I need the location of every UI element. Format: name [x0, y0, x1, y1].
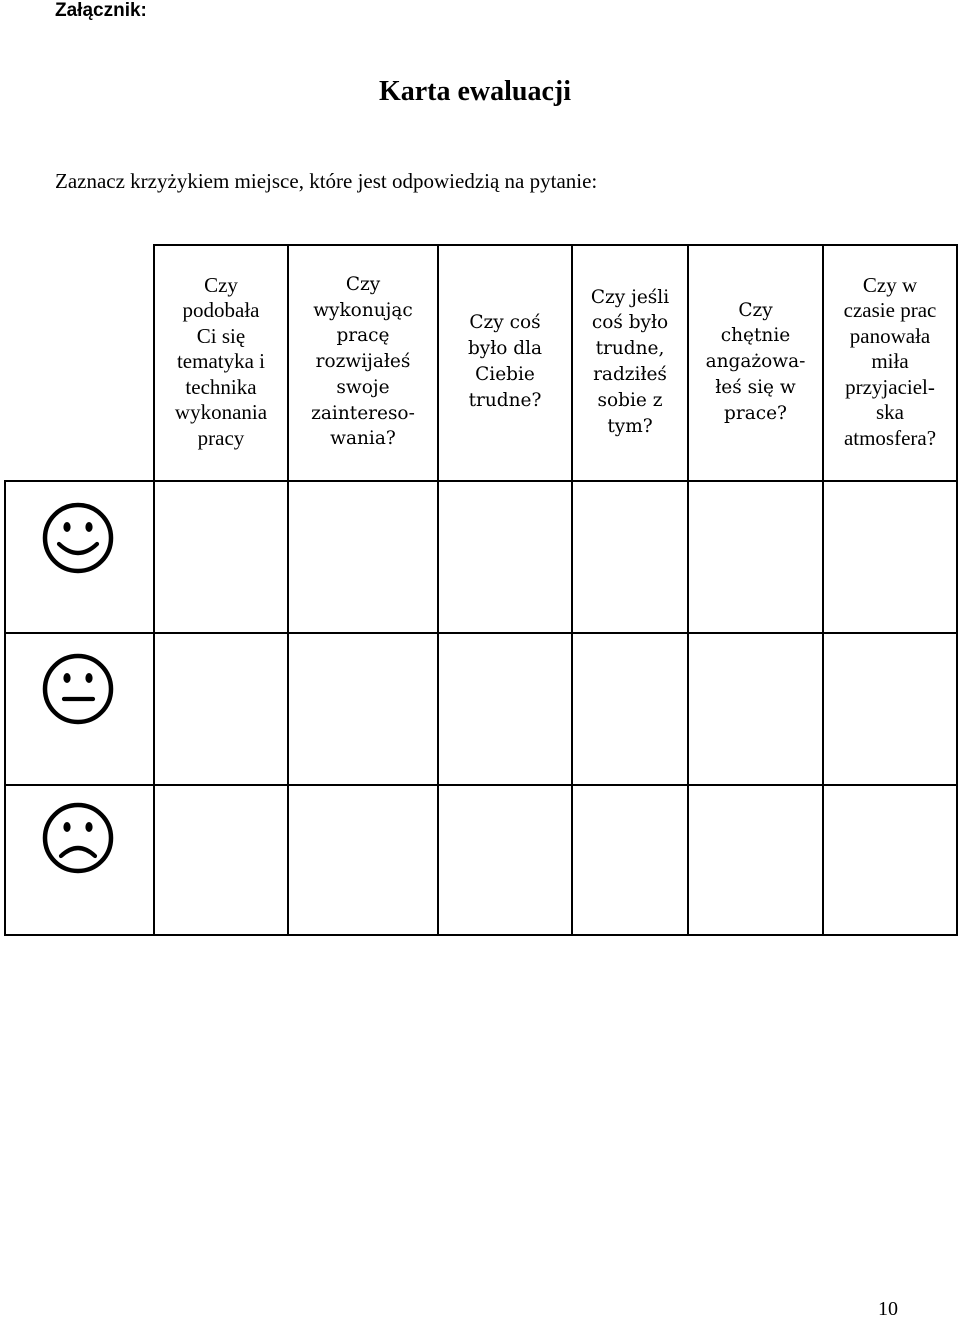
question-line: atmosfera? [843, 425, 937, 450]
question-line: rozwijałeś [315, 351, 411, 373]
question-line: miła [871, 349, 909, 374]
answer-cell[interactable] [689, 482, 822, 632]
question-header-2 [289, 244, 437, 480]
answer-cell[interactable] [289, 482, 437, 632]
table-border-bottom [4, 934, 958, 936]
question-line: wykonania [174, 400, 268, 425]
question-line: panowała [849, 323, 931, 348]
question-line: radziłeś [593, 364, 667, 385]
question-line: ska [876, 400, 904, 425]
answer-cell[interactable] [439, 482, 571, 632]
question-line: łeś się w [715, 376, 796, 398]
smiley-happy-icon [40, 500, 116, 576]
question-line: pracy [197, 425, 245, 450]
smiley-neutral-icon [40, 651, 116, 727]
question-line: angażowa- [705, 351, 806, 373]
question-header-3 [439, 244, 571, 480]
answer-cell[interactable] [289, 634, 437, 784]
question-line: Ciebie [475, 364, 535, 385]
question-line: wykonując [313, 299, 413, 321]
page-number: 10 [878, 1298, 898, 1320]
question-header-6 [824, 244, 956, 480]
question-line: wania? [330, 428, 396, 450]
answer-cell[interactable] [573, 786, 687, 933]
answer-cell[interactable] [573, 634, 687, 784]
answer-cell[interactable] [289, 786, 437, 933]
answer-cell[interactable] [824, 482, 956, 632]
question-line: czasie prac [843, 298, 937, 323]
question-header-5 [689, 244, 822, 480]
question-line: Czy jeśli [590, 286, 670, 308]
table-border-left [4, 480, 6, 936]
answer-cell[interactable] [824, 786, 956, 933]
question-line: tym? [607, 415, 653, 437]
question-line: swoje [336, 376, 390, 398]
question-line: było dla [467, 338, 543, 360]
question-line: trudne? [468, 389, 542, 411]
question-line: trudne, [595, 338, 665, 360]
question-line: tematyka i [176, 349, 266, 374]
answer-cell[interactable] [155, 482, 287, 632]
question-line: chętnie [720, 325, 791, 347]
question-line: technika [185, 374, 257, 399]
question-line: Czy [738, 299, 773, 321]
attachment-label: Załącznik: [55, 0, 147, 21]
question-line: Czy [345, 273, 381, 295]
answer-cell[interactable] [689, 786, 822, 933]
answer-cell[interactable] [155, 786, 287, 933]
answer-cell[interactable] [155, 634, 287, 784]
question-line: Ci się [196, 323, 246, 348]
table-border-right [956, 244, 958, 936]
question-line: coś było [591, 312, 669, 334]
answer-cell[interactable] [824, 634, 956, 784]
question-line: prace? [724, 402, 787, 424]
answer-cell[interactable] [573, 482, 687, 632]
answer-cell[interactable] [439, 786, 571, 933]
instruction-text: Zaznacz krzyżykiem miejsce, które jest odpowiedzią na pytanie: [55, 169, 598, 193]
question-line: przyjaciel- [845, 374, 935, 399]
question-line: Czy w [862, 272, 918, 297]
smiley-sad-icon [40, 800, 116, 876]
document-title: Karta ewaluacji [378, 76, 572, 107]
question-line: sobie z [597, 389, 663, 411]
question-line: Czy coś [469, 312, 541, 334]
answer-cell[interactable] [439, 634, 571, 784]
question-line: zaintereso- [311, 402, 415, 424]
question-line: pracę [336, 325, 390, 347]
question-line: podobała [182, 298, 260, 323]
question-header-4 [573, 244, 687, 480]
question-line: Czy [204, 272, 238, 297]
question-header-1 [155, 244, 287, 480]
answer-cell[interactable] [689, 634, 822, 784]
